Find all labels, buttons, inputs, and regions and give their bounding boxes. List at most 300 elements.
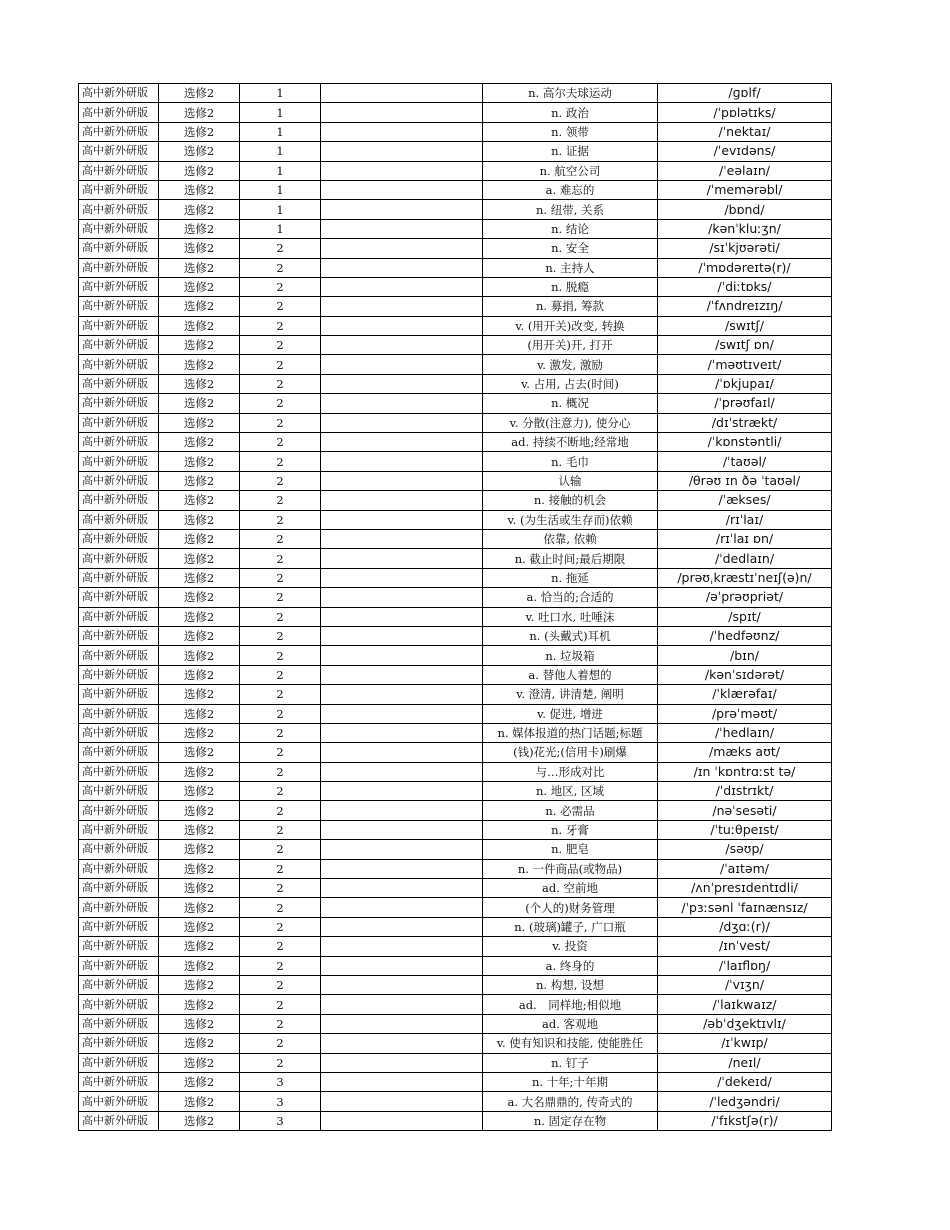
book-cell: 选修2 bbox=[159, 413, 240, 432]
edition-cell: 高中新外研版 bbox=[79, 879, 159, 898]
unit-cell: 2 bbox=[240, 646, 321, 665]
meaning-cell: n. 接触的机会 bbox=[483, 491, 658, 510]
meaning-cell: n. 垃圾箱 bbox=[483, 646, 658, 665]
phonetic-cell: /səʊp/ bbox=[658, 840, 832, 859]
phonetic-cell: /ˈdiːtɒks/ bbox=[658, 277, 832, 296]
book-cell: 选修2 bbox=[159, 762, 240, 781]
unit-cell: 2 bbox=[240, 1014, 321, 1033]
word-cell bbox=[321, 704, 483, 723]
book-cell: 选修2 bbox=[159, 471, 240, 490]
word-cell bbox=[321, 1072, 483, 1091]
table-row bbox=[79, 588, 832, 607]
table-row bbox=[79, 433, 832, 452]
book-cell: 选修2 bbox=[159, 239, 240, 258]
meaning-cell: ad. 同样地;相似地 bbox=[483, 995, 658, 1014]
phonetic-cell: /ˈmemərəbl/ bbox=[658, 180, 832, 199]
book-cell: 选修2 bbox=[159, 219, 240, 238]
word-cell bbox=[321, 297, 483, 316]
edition-cell: 高中新外研版 bbox=[79, 239, 159, 258]
unit-cell: 2 bbox=[240, 277, 321, 296]
book-cell: 选修2 bbox=[159, 103, 240, 122]
unit-cell: 2 bbox=[240, 975, 321, 994]
edition-cell: 高中新外研版 bbox=[79, 782, 159, 801]
meaning-cell: v. 投资 bbox=[483, 937, 658, 956]
edition-cell: 高中新外研版 bbox=[79, 103, 159, 122]
unit-cell: 2 bbox=[240, 879, 321, 898]
table-row bbox=[79, 1034, 832, 1053]
table-row bbox=[79, 723, 832, 742]
table-row bbox=[79, 142, 832, 161]
book-cell: 选修2 bbox=[159, 452, 240, 471]
edition-cell: 高中新外研版 bbox=[79, 801, 159, 820]
edition-cell: 高中新外研版 bbox=[79, 975, 159, 994]
phonetic-cell: /ˈdɪstrɪkt/ bbox=[658, 782, 832, 801]
phonetic-cell: /ˈhedfəʊnz/ bbox=[658, 626, 832, 645]
word-cell bbox=[321, 471, 483, 490]
phonetic-cell: /prəʊˌkræstɪˈneɪʃ(ə)n/ bbox=[658, 568, 832, 587]
word-cell bbox=[321, 549, 483, 568]
unit-cell: 2 bbox=[240, 665, 321, 684]
unit-cell: 1 bbox=[240, 142, 321, 161]
phonetic-cell: /dɪˈstrækt/ bbox=[658, 413, 832, 432]
word-cell bbox=[321, 452, 483, 471]
edition-cell: 高中新外研版 bbox=[79, 588, 159, 607]
phonetic-cell: /ˈnektaɪ/ bbox=[658, 122, 832, 141]
book-cell: 选修2 bbox=[159, 840, 240, 859]
meaning-cell: n. (头戴式)耳机 bbox=[483, 626, 658, 645]
edition-cell: 高中新外研版 bbox=[79, 452, 159, 471]
phonetic-cell: /rɪˈlaɪ ɒn/ bbox=[658, 529, 832, 548]
book-cell: 选修2 bbox=[159, 1014, 240, 1033]
table-row bbox=[79, 336, 832, 355]
word-cell bbox=[321, 316, 483, 335]
table-row bbox=[79, 626, 832, 645]
unit-cell: 2 bbox=[240, 859, 321, 878]
phonetic-cell: /ˈklærəfaɪ/ bbox=[658, 685, 832, 704]
word-cell bbox=[321, 1014, 483, 1033]
meaning-cell: n. 媒体报道的热门话题;标题 bbox=[483, 723, 658, 742]
unit-cell: 2 bbox=[240, 258, 321, 277]
book-cell: 选修2 bbox=[159, 995, 240, 1014]
phonetic-cell: /bɪn/ bbox=[658, 646, 832, 665]
edition-cell: 高中新外研版 bbox=[79, 956, 159, 975]
word-cell bbox=[321, 510, 483, 529]
table-row bbox=[79, 394, 832, 413]
word-cell bbox=[321, 568, 483, 587]
book-cell: 选修2 bbox=[159, 704, 240, 723]
word-cell bbox=[321, 239, 483, 258]
phonetic-cell: /ˈledʒəndri/ bbox=[658, 1092, 832, 1111]
unit-cell: 2 bbox=[240, 452, 321, 471]
meaning-cell: n. 主持人 bbox=[483, 258, 658, 277]
phonetic-cell: /neɪl/ bbox=[658, 1053, 832, 1072]
unit-cell: 2 bbox=[240, 413, 321, 432]
word-cell bbox=[321, 917, 483, 936]
table-row bbox=[79, 180, 832, 199]
unit-cell: 2 bbox=[240, 898, 321, 917]
book-cell: 选修2 bbox=[159, 336, 240, 355]
word-cell bbox=[321, 491, 483, 510]
book-cell: 选修2 bbox=[159, 937, 240, 956]
unit-cell: 2 bbox=[240, 394, 321, 413]
meaning-cell: a. 终身的 bbox=[483, 956, 658, 975]
meaning-cell: ad. 客观地 bbox=[483, 1014, 658, 1033]
unit-cell: 2 bbox=[240, 685, 321, 704]
unit-cell: 2 bbox=[240, 374, 321, 393]
unit-cell: 2 bbox=[240, 801, 321, 820]
meaning-cell: n. 钉子 bbox=[483, 1053, 658, 1072]
phonetic-cell: /kənˈkluːʒn/ bbox=[658, 219, 832, 238]
phonetic-cell: /ɪn ˈkɒntrɑːst tə/ bbox=[658, 762, 832, 781]
word-cell bbox=[321, 859, 483, 878]
meaning-cell: n. 脱瘾 bbox=[483, 277, 658, 296]
book-cell: 选修2 bbox=[159, 277, 240, 296]
edition-cell: 高中新外研版 bbox=[79, 1111, 159, 1130]
phonetic-cell: /ˈprəʊfaɪl/ bbox=[658, 394, 832, 413]
vocabulary-table bbox=[78, 83, 832, 1131]
word-cell bbox=[321, 277, 483, 296]
phonetic-cell: /spɪt/ bbox=[658, 607, 832, 626]
table-row bbox=[79, 103, 832, 122]
edition-cell: 高中新外研版 bbox=[79, 355, 159, 374]
word-cell bbox=[321, 529, 483, 548]
phonetic-cell: /ˈfʌndreɪzɪŋ/ bbox=[658, 297, 832, 316]
meaning-cell: n. 牙膏 bbox=[483, 820, 658, 839]
word-cell bbox=[321, 937, 483, 956]
table-row bbox=[79, 1111, 832, 1130]
phonetic-cell: /ˈpɒlətɪks/ bbox=[658, 103, 832, 122]
word-cell bbox=[321, 180, 483, 199]
edition-cell: 高中新外研版 bbox=[79, 704, 159, 723]
word-cell bbox=[321, 743, 483, 762]
unit-cell: 2 bbox=[240, 529, 321, 548]
phonetic-cell: /sɪˈkjʊərəti/ bbox=[658, 239, 832, 258]
phonetic-cell: /əbˈdʒektɪvlɪ/ bbox=[658, 1014, 832, 1033]
unit-cell: 2 bbox=[240, 1034, 321, 1053]
word-cell bbox=[321, 588, 483, 607]
word-cell bbox=[321, 995, 483, 1014]
table-row bbox=[79, 762, 832, 781]
unit-cell: 1 bbox=[240, 200, 321, 219]
edition-cell: 高中新外研版 bbox=[79, 995, 159, 1014]
table-row bbox=[79, 801, 832, 820]
word-cell bbox=[321, 898, 483, 917]
edition-cell: 高中新外研版 bbox=[79, 471, 159, 490]
book-cell: 选修2 bbox=[159, 801, 240, 820]
phonetic-cell: /ˈɒkjupaɪ/ bbox=[658, 374, 832, 393]
meaning-cell: (用开关)开, 打开 bbox=[483, 336, 658, 355]
edition-cell: 高中新外研版 bbox=[79, 374, 159, 393]
book-cell: 选修2 bbox=[159, 898, 240, 917]
table-row bbox=[79, 200, 832, 219]
word-cell bbox=[321, 607, 483, 626]
unit-cell: 2 bbox=[240, 355, 321, 374]
meaning-cell: ad. 持续不断地;经常地 bbox=[483, 433, 658, 452]
edition-cell: 高中新外研版 bbox=[79, 297, 159, 316]
unit-cell: 3 bbox=[240, 1072, 321, 1091]
book-cell: 选修2 bbox=[159, 491, 240, 510]
table-row bbox=[79, 161, 832, 180]
book-cell: 选修2 bbox=[159, 549, 240, 568]
edition-cell: 高中新外研版 bbox=[79, 1072, 159, 1091]
meaning-cell: n. 地区, 区域 bbox=[483, 782, 658, 801]
table-row bbox=[79, 937, 832, 956]
unit-cell: 2 bbox=[240, 433, 321, 452]
book-cell: 选修2 bbox=[159, 568, 240, 587]
unit-cell: 2 bbox=[240, 297, 321, 316]
unit-cell: 2 bbox=[240, 1053, 321, 1072]
meaning-cell: n. 构想, 设想 bbox=[483, 975, 658, 994]
table-row bbox=[79, 1053, 832, 1072]
table-row bbox=[79, 122, 832, 141]
meaning-cell: a. 恰当的;合适的 bbox=[483, 588, 658, 607]
edition-cell: 高中新外研版 bbox=[79, 1034, 159, 1053]
unit-cell: 2 bbox=[240, 762, 321, 781]
word-cell bbox=[321, 723, 483, 742]
edition-cell: 高中新外研版 bbox=[79, 549, 159, 568]
unit-cell: 1 bbox=[240, 103, 321, 122]
phonetic-cell: /ˈkɒnstəntli/ bbox=[658, 433, 832, 452]
phonetic-cell: /ˈdedlaɪn/ bbox=[658, 549, 832, 568]
edition-cell: 高中新外研版 bbox=[79, 336, 159, 355]
book-cell: 选修2 bbox=[159, 529, 240, 548]
word-cell bbox=[321, 433, 483, 452]
edition-cell: 高中新外研版 bbox=[79, 685, 159, 704]
word-cell bbox=[321, 975, 483, 994]
edition-cell: 高中新外研版 bbox=[79, 723, 159, 742]
edition-cell: 高中新外研版 bbox=[79, 180, 159, 199]
unit-cell: 2 bbox=[240, 549, 321, 568]
phonetic-cell: /bɒnd/ bbox=[658, 200, 832, 219]
word-cell bbox=[321, 394, 483, 413]
meaning-cell: v. (为生活或生存而)依赖 bbox=[483, 510, 658, 529]
book-cell: 选修2 bbox=[159, 646, 240, 665]
unit-cell: 2 bbox=[240, 336, 321, 355]
table-row bbox=[79, 277, 832, 296]
table-row bbox=[79, 84, 832, 103]
phonetic-cell: /ˈeəlaɪn/ bbox=[658, 161, 832, 180]
table-row bbox=[79, 529, 832, 548]
table-row bbox=[79, 549, 832, 568]
word-cell bbox=[321, 336, 483, 355]
table-row bbox=[79, 975, 832, 994]
book-cell: 选修2 bbox=[159, 433, 240, 452]
phonetic-cell: /mæks aʊt/ bbox=[658, 743, 832, 762]
unit-cell: 2 bbox=[240, 820, 321, 839]
unit-cell: 2 bbox=[240, 568, 321, 587]
table-row bbox=[79, 840, 832, 859]
meaning-cell: v. (用开关)改变, 转换 bbox=[483, 316, 658, 335]
edition-cell: 高中新外研版 bbox=[79, 200, 159, 219]
table-row bbox=[79, 452, 832, 471]
table-row bbox=[79, 879, 832, 898]
book-cell: 选修2 bbox=[159, 588, 240, 607]
meaning-cell: v. 澄清, 讲清楚, 阐明 bbox=[483, 685, 658, 704]
unit-cell: 2 bbox=[240, 723, 321, 742]
meaning-cell: (个人的)财务管理 bbox=[483, 898, 658, 917]
edition-cell: 高中新外研版 bbox=[79, 1092, 159, 1111]
phonetic-cell: /ˈtaʊəl/ bbox=[658, 452, 832, 471]
edition-cell: 高中新外研版 bbox=[79, 665, 159, 684]
edition-cell: 高中新外研版 bbox=[79, 219, 159, 238]
word-cell bbox=[321, 413, 483, 432]
edition-cell: 高中新外研版 bbox=[79, 840, 159, 859]
phonetic-cell: /ˈevɪdəns/ bbox=[658, 142, 832, 161]
word-cell bbox=[321, 374, 483, 393]
phonetic-cell: /swɪtʃ ɒn/ bbox=[658, 336, 832, 355]
book-cell: 选修2 bbox=[159, 510, 240, 529]
phonetic-cell: /prəˈməʊt/ bbox=[658, 704, 832, 723]
meaning-cell: n. 证据 bbox=[483, 142, 658, 161]
edition-cell: 高中新外研版 bbox=[79, 316, 159, 335]
word-cell bbox=[321, 762, 483, 781]
book-cell: 选修2 bbox=[159, 161, 240, 180]
meaning-cell: n. 高尔夫球运动 bbox=[483, 84, 658, 103]
phonetic-cell: /ˈhedlaɪn/ bbox=[658, 723, 832, 742]
book-cell: 选修2 bbox=[159, 1053, 240, 1072]
meaning-cell: n. 拖延 bbox=[483, 568, 658, 587]
edition-cell: 高中新外研版 bbox=[79, 529, 159, 548]
unit-cell: 3 bbox=[240, 1111, 321, 1130]
edition-cell: 高中新外研版 bbox=[79, 161, 159, 180]
book-cell: 选修2 bbox=[159, 820, 240, 839]
book-cell: 选修2 bbox=[159, 258, 240, 277]
table-row bbox=[79, 355, 832, 374]
word-cell bbox=[321, 142, 483, 161]
word-cell bbox=[321, 161, 483, 180]
book-cell: 选修2 bbox=[159, 917, 240, 936]
meaning-cell: n. 一件商品(或物品) bbox=[483, 859, 658, 878]
phonetic-cell: /dʒɑː(r)/ bbox=[658, 917, 832, 936]
book-cell: 选修2 bbox=[159, 743, 240, 762]
edition-cell: 高中新外研版 bbox=[79, 142, 159, 161]
meaning-cell: n. 毛巾 bbox=[483, 452, 658, 471]
edition-cell: 高中新外研版 bbox=[79, 277, 159, 296]
table-row bbox=[79, 297, 832, 316]
edition-cell: 高中新外研版 bbox=[79, 1014, 159, 1033]
meaning-cell: n. 募捐, 筹款 bbox=[483, 297, 658, 316]
table-row bbox=[79, 898, 832, 917]
word-cell bbox=[321, 879, 483, 898]
phonetic-cell: /ˈməʊtɪveɪt/ bbox=[658, 355, 832, 374]
unit-cell: 2 bbox=[240, 239, 321, 258]
word-cell bbox=[321, 1034, 483, 1053]
edition-cell: 高中新外研版 bbox=[79, 84, 159, 103]
word-cell bbox=[321, 646, 483, 665]
phonetic-cell: /swɪtʃ/ bbox=[658, 316, 832, 335]
word-cell bbox=[321, 355, 483, 374]
phonetic-cell: /ˈlaɪflɒŋ/ bbox=[658, 956, 832, 975]
meaning-cell: v. 占用, 占去(时间) bbox=[483, 374, 658, 393]
unit-cell: 2 bbox=[240, 471, 321, 490]
word-cell bbox=[321, 122, 483, 141]
phonetic-cell: /ˈækses/ bbox=[658, 491, 832, 510]
book-cell: 选修2 bbox=[159, 956, 240, 975]
table-row bbox=[79, 1072, 832, 1091]
table-row bbox=[79, 413, 832, 432]
word-cell bbox=[321, 1111, 483, 1130]
meaning-cell: v. 促进, 增进 bbox=[483, 704, 658, 723]
meaning-cell: v. 使有知识和技能, 使能胜任 bbox=[483, 1034, 658, 1053]
meaning-cell: v. 吐口水, 吐唾沫 bbox=[483, 607, 658, 626]
word-cell bbox=[321, 219, 483, 238]
word-cell bbox=[321, 258, 483, 277]
book-cell: 选修2 bbox=[159, 626, 240, 645]
meaning-cell: (钱)花光;(信用卡)刷爆 bbox=[483, 743, 658, 762]
book-cell: 选修2 bbox=[159, 1092, 240, 1111]
table-row bbox=[79, 258, 832, 277]
edition-cell: 高中新外研版 bbox=[79, 859, 159, 878]
table-row bbox=[79, 820, 832, 839]
table-row bbox=[79, 239, 832, 258]
book-cell: 选修2 bbox=[159, 122, 240, 141]
edition-cell: 高中新外研版 bbox=[79, 568, 159, 587]
table-row bbox=[79, 510, 832, 529]
table-row bbox=[79, 374, 832, 393]
edition-cell: 高中新外研版 bbox=[79, 122, 159, 141]
phonetic-cell: /ˈlaɪkwaɪz/ bbox=[658, 995, 832, 1014]
edition-cell: 高中新外研版 bbox=[79, 413, 159, 432]
edition-cell: 高中新外研版 bbox=[79, 433, 159, 452]
table-row bbox=[79, 743, 832, 762]
book-cell: 选修2 bbox=[159, 316, 240, 335]
meaning-cell: v. 激发, 激励 bbox=[483, 355, 658, 374]
unit-cell: 2 bbox=[240, 510, 321, 529]
unit-cell: 2 bbox=[240, 743, 321, 762]
book-cell: 选修2 bbox=[159, 859, 240, 878]
meaning-cell: a. 大名鼎鼎的, 传奇式的 bbox=[483, 1092, 658, 1111]
meaning-cell: n. (玻璃)罐子, 广口瓶 bbox=[483, 917, 658, 936]
word-cell bbox=[321, 820, 483, 839]
phonetic-cell: /ˈtuːθpeɪst/ bbox=[658, 820, 832, 839]
phonetic-cell: /ʌnˈpresɪdentɪdli/ bbox=[658, 879, 832, 898]
book-cell: 选修2 bbox=[159, 607, 240, 626]
table-row bbox=[79, 646, 832, 665]
phonetic-cell: /ˈaɪtəm/ bbox=[658, 859, 832, 878]
word-cell bbox=[321, 1092, 483, 1111]
word-cell bbox=[321, 626, 483, 645]
table-row bbox=[79, 917, 832, 936]
table-row bbox=[79, 316, 832, 335]
table-row bbox=[79, 471, 832, 490]
word-cell bbox=[321, 84, 483, 103]
word-cell bbox=[321, 665, 483, 684]
meaning-cell: 与…形成对比 bbox=[483, 762, 658, 781]
unit-cell: 3 bbox=[240, 1092, 321, 1111]
vocabulary-table-body bbox=[79, 84, 832, 1131]
word-cell bbox=[321, 840, 483, 859]
meaning-cell: v. 分散(注意力), 使分心 bbox=[483, 413, 658, 432]
meaning-cell: n. 必需品 bbox=[483, 801, 658, 820]
edition-cell: 高中新外研版 bbox=[79, 258, 159, 277]
book-cell: 选修2 bbox=[159, 142, 240, 161]
unit-cell: 2 bbox=[240, 607, 321, 626]
edition-cell: 高中新外研版 bbox=[79, 491, 159, 510]
phonetic-cell: /əˈprəʊpriət/ bbox=[658, 588, 832, 607]
edition-cell: 高中新外研版 bbox=[79, 762, 159, 781]
book-cell: 选修2 bbox=[159, 723, 240, 742]
meaning-cell: n. 航空公司 bbox=[483, 161, 658, 180]
word-cell bbox=[321, 200, 483, 219]
edition-cell: 高中新外研版 bbox=[79, 626, 159, 645]
unit-cell: 2 bbox=[240, 626, 321, 645]
meaning-cell: n. 概况 bbox=[483, 394, 658, 413]
unit-cell: 1 bbox=[240, 122, 321, 141]
table-row bbox=[79, 219, 832, 238]
phonetic-cell: /ɪnˈvest/ bbox=[658, 937, 832, 956]
phonetic-cell: /kənˈsɪdərət/ bbox=[658, 665, 832, 684]
book-cell: 选修2 bbox=[159, 665, 240, 684]
